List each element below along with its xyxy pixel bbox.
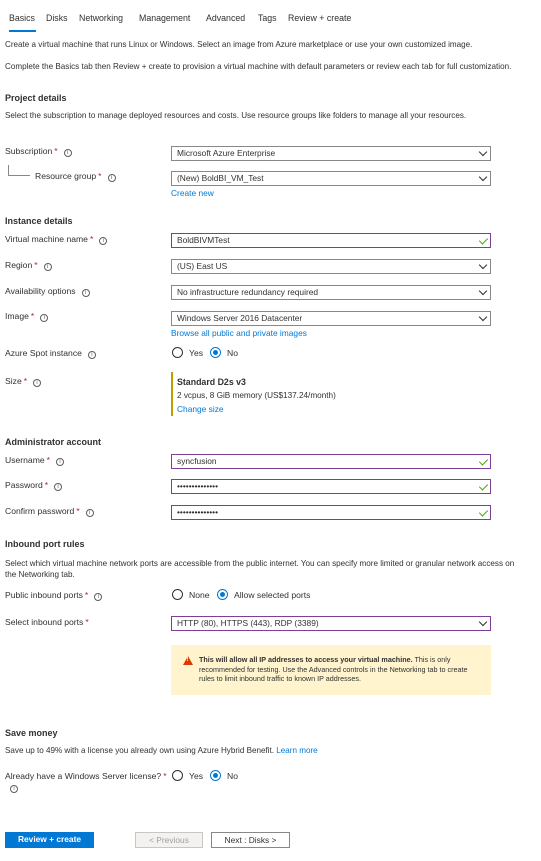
chevron-down-icon: [479, 618, 487, 626]
size-label: Size * i: [5, 376, 41, 387]
license-no-label: No: [227, 771, 238, 781]
username-input[interactable]: syncfusion: [171, 454, 491, 469]
spot-label: Azure Spot instance i: [5, 348, 96, 359]
size-accent-bar: [171, 372, 173, 416]
password-label: Password * i: [5, 480, 62, 491]
tab-tags[interactable]: Tags: [258, 13, 277, 23]
warning-banner: [171, 645, 491, 695]
spot-no-label: No: [227, 348, 238, 358]
spot-yes-radio[interactable]: [172, 347, 183, 358]
license-yes-label: Yes: [189, 771, 204, 781]
license-info: [5, 782, 18, 793]
checkmark-icon: [479, 235, 488, 244]
tab-advanced[interactable]: Advanced: [206, 13, 246, 23]
info-icon[interactable]: i: [94, 593, 102, 601]
tab-networking[interactable]: Networking: [79, 13, 124, 23]
project-details-desc: Select the subscription to manage deployed resources and costs. Use resource groups like folders to manage all your resources.: [5, 111, 467, 120]
subscription-select[interactable]: Microsoft Azure Enterprise: [171, 146, 491, 161]
checkmark-icon: [479, 507, 488, 516]
license-label: Already have a Windows Server license? *: [5, 771, 167, 781]
resource-group-select[interactable]: (New) BoldBI_VM_Test: [171, 171, 491, 186]
spot-yes-label: Yes: [189, 348, 204, 358]
ports-allow-label: Allow selected ports: [234, 590, 311, 600]
ports-allow-radio[interactable]: [217, 589, 228, 600]
save-money-desc: Save up to 49% with a license you already own using Azure Hybrid Benefit. Learn more: [5, 746, 318, 755]
ports-none-radio[interactable]: [172, 589, 183, 600]
chevron-down-icon: [479, 313, 487, 321]
previous-button[interactable]: < Previous: [135, 832, 203, 848]
vm-name-input[interactable]: BoldBIVMTest: [171, 233, 491, 248]
info-icon[interactable]: i: [33, 379, 41, 387]
tab-bar: [0, 13, 541, 29]
region-label: Region * i: [5, 260, 52, 271]
project-details-heading: Project details: [5, 93, 67, 103]
ports-none-label: None: [189, 590, 210, 600]
info-icon[interactable]: i: [40, 314, 48, 322]
username-label: Username * i: [5, 455, 64, 466]
info-icon[interactable]: i: [108, 174, 116, 182]
info-icon[interactable]: i: [44, 263, 52, 271]
resource-group-label: Resource group * i: [35, 171, 116, 182]
info-icon[interactable]: i: [10, 785, 18, 793]
image-label: Image * i: [5, 311, 48, 322]
active-tab-indicator: [9, 30, 36, 32]
confirm-password-input[interactable]: ••••••••••••••: [171, 505, 491, 520]
info-icon[interactable]: i: [56, 458, 64, 466]
license-no-radio[interactable]: [210, 770, 221, 781]
select-ports-label: Select inbound ports *: [5, 617, 89, 627]
chevron-down-icon: [479, 287, 487, 295]
checkmark-icon: [479, 481, 488, 490]
change-size-link[interactable]: Change size: [177, 404, 224, 414]
chevron-down-icon: [479, 148, 487, 156]
create-new-link[interactable]: Create new: [171, 188, 214, 198]
checkmark-icon: [479, 456, 488, 465]
review-create-button[interactable]: Review + create: [5, 832, 94, 848]
save-money-heading: Save money: [5, 728, 58, 738]
instance-details-heading: Instance details: [5, 216, 73, 226]
password-input[interactable]: ••••••••••••••: [171, 479, 491, 494]
intro-text-1: Create a virtual machine that runs Linux or Windows. Select an image from Azure marketplace or use your own customized image.: [5, 40, 473, 49]
intro-text-2: Complete the Basics tab then Review + create to provision a virtual machine with default parameters or review each tab for full customization.: [5, 62, 512, 71]
region-select[interactable]: (US) East US: [171, 259, 491, 274]
inbound-rules-heading: Inbound port rules: [5, 539, 85, 549]
next-disks-button[interactable]: Next : Disks >: [211, 832, 290, 848]
size-desc: 2 vcpus, 8 GiB memory (US$137.24/month): [177, 391, 336, 400]
info-icon[interactable]: i: [88, 351, 96, 359]
tab-basics[interactable]: Basics: [9, 13, 35, 23]
vm-name-label: Virtual machine name * i: [5, 234, 107, 245]
warning-icon: !: [183, 656, 193, 665]
tab-review-create[interactable]: Review + create: [288, 13, 352, 23]
size-name: Standard D2s v3: [177, 377, 246, 387]
info-icon[interactable]: i: [82, 289, 90, 297]
inbound-rules-desc: Select which virtual machine network ports are accessible from the public internet. You can specify more limited or granular network access on the Networking tab.: [5, 559, 515, 579]
availability-select[interactable]: No infrastructure redundancy required: [171, 285, 491, 300]
tab-disks[interactable]: Disks: [46, 13, 68, 23]
confirm-password-label: Confirm password * i: [5, 506, 94, 517]
info-icon[interactable]: i: [86, 509, 94, 517]
warning-text: This will allow all IP addresses to access your virtual machine. This is only recommended for testing. Use the Advanced controls in the Networking tab to create rules to limit inbound traffic to known IP addresses.: [199, 655, 468, 684]
info-icon[interactable]: i: [64, 149, 72, 157]
license-yes-radio[interactable]: [172, 770, 183, 781]
spot-no-radio[interactable]: [210, 347, 221, 358]
subscription-label: Subscription * i: [5, 146, 72, 157]
info-icon[interactable]: i: [99, 237, 107, 245]
tree-connector: [8, 165, 30, 176]
select-ports-dropdown[interactable]: HTTP (80), HTTPS (443), RDP (3389): [171, 616, 491, 631]
info-icon[interactable]: i: [54, 483, 62, 491]
image-select[interactable]: Windows Server 2016 Datacenter: [171, 311, 491, 326]
tab-management[interactable]: Management: [139, 13, 191, 23]
admin-account-heading: Administrator account: [5, 437, 102, 447]
learn-more-link[interactable]: Learn more: [276, 746, 318, 755]
browse-images-link[interactable]: Browse all public and private images: [171, 328, 307, 338]
public-ports-label: Public inbound ports * i: [5, 590, 102, 601]
availability-label: Availability options i: [5, 286, 90, 297]
chevron-down-icon: [479, 173, 487, 181]
chevron-down-icon: [479, 261, 487, 269]
